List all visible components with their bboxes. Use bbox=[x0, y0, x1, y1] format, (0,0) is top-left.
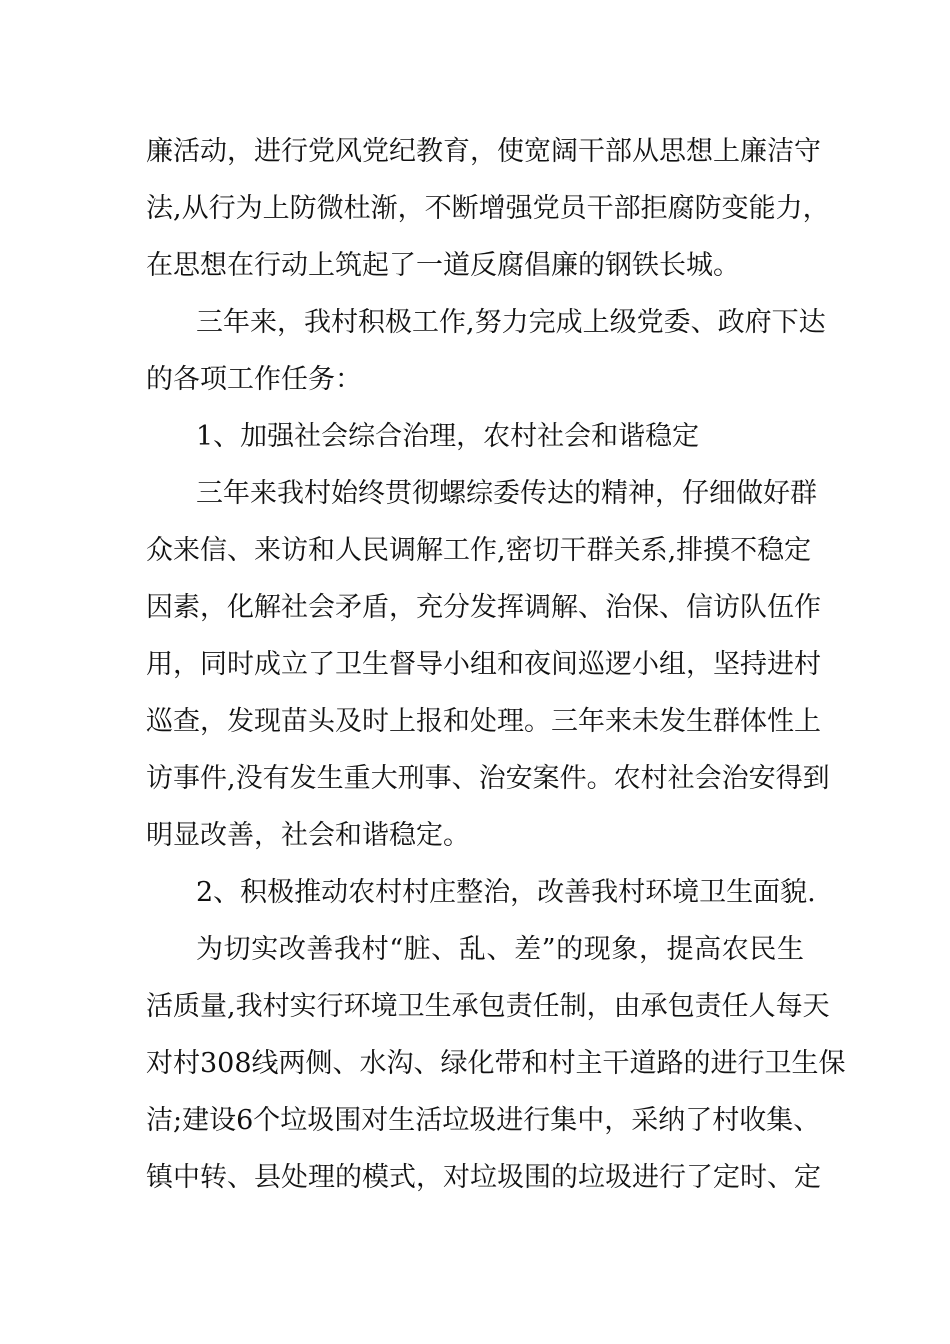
paragraph-line: 法,从行为上防微杜渐，不断增强党员干部拒腐防变能力， bbox=[146, 193, 830, 224]
paragraph-line: 三年来，我村积极工作,努力完成上级党委、政府下达 bbox=[196, 307, 826, 338]
paragraph-line: 廉活动，进行党风党纪教育，使宽阔干部从思想上廉洁守 bbox=[146, 136, 821, 167]
paragraph-line: 的各项工作任务： bbox=[146, 364, 362, 395]
paragraph-line: 洁;建设6个垃圾围对生活垃圾进行集中，采纳了村收集、 bbox=[146, 1105, 821, 1136]
section-heading: 2、积极推动农村村庄整治，改善我村环境卫生面貌. bbox=[196, 877, 816, 908]
section-heading: 1、加强社会综合治理，农村社会和谐稳定 bbox=[196, 421, 700, 452]
paragraph-line: 众来信、来访和人民调解工作,密切干群关系,排摸不稳定 bbox=[146, 535, 812, 566]
paragraph-line: 巡查，发现苗头及时上报和处理。三年来未发生群体性上 bbox=[146, 706, 821, 737]
paragraph-line: 访事件,没有发生重大刑事、治安案件。农村社会治安得到 bbox=[146, 763, 830, 794]
paragraph-line: 对村308线两侧、水沟、绿化带和村主干道路的进行卫生保 bbox=[146, 1048, 846, 1079]
paragraph-line: 在思想在行动上筑起了一道反腐倡廉的钢铁长城。 bbox=[146, 250, 740, 281]
paragraph-line: 活质量,我村实行环境卫生承包责任制，由承包责任人每天 bbox=[146, 991, 830, 1022]
paragraph-line: 三年来我村始终贯彻螺综委传达的精神，仔细做好群 bbox=[196, 478, 817, 509]
paragraph-line: 明显改善，社会和谐稳定。 bbox=[146, 820, 470, 851]
paragraph-line: 为切实改善我村“脏、乱、差”的现象，提高农民生 bbox=[196, 934, 804, 965]
paragraph-line: 因素，化解社会矛盾，充分发挥调解、治保、信访队伍作 bbox=[146, 592, 821, 623]
paragraph-line: 用，同时成立了卫生督导小组和夜间巡逻小组，坚持进村 bbox=[146, 649, 821, 680]
paragraph-line: 镇中转、县处理的模式，对垃圾围的垃圾进行了定时、定 bbox=[146, 1162, 821, 1193]
